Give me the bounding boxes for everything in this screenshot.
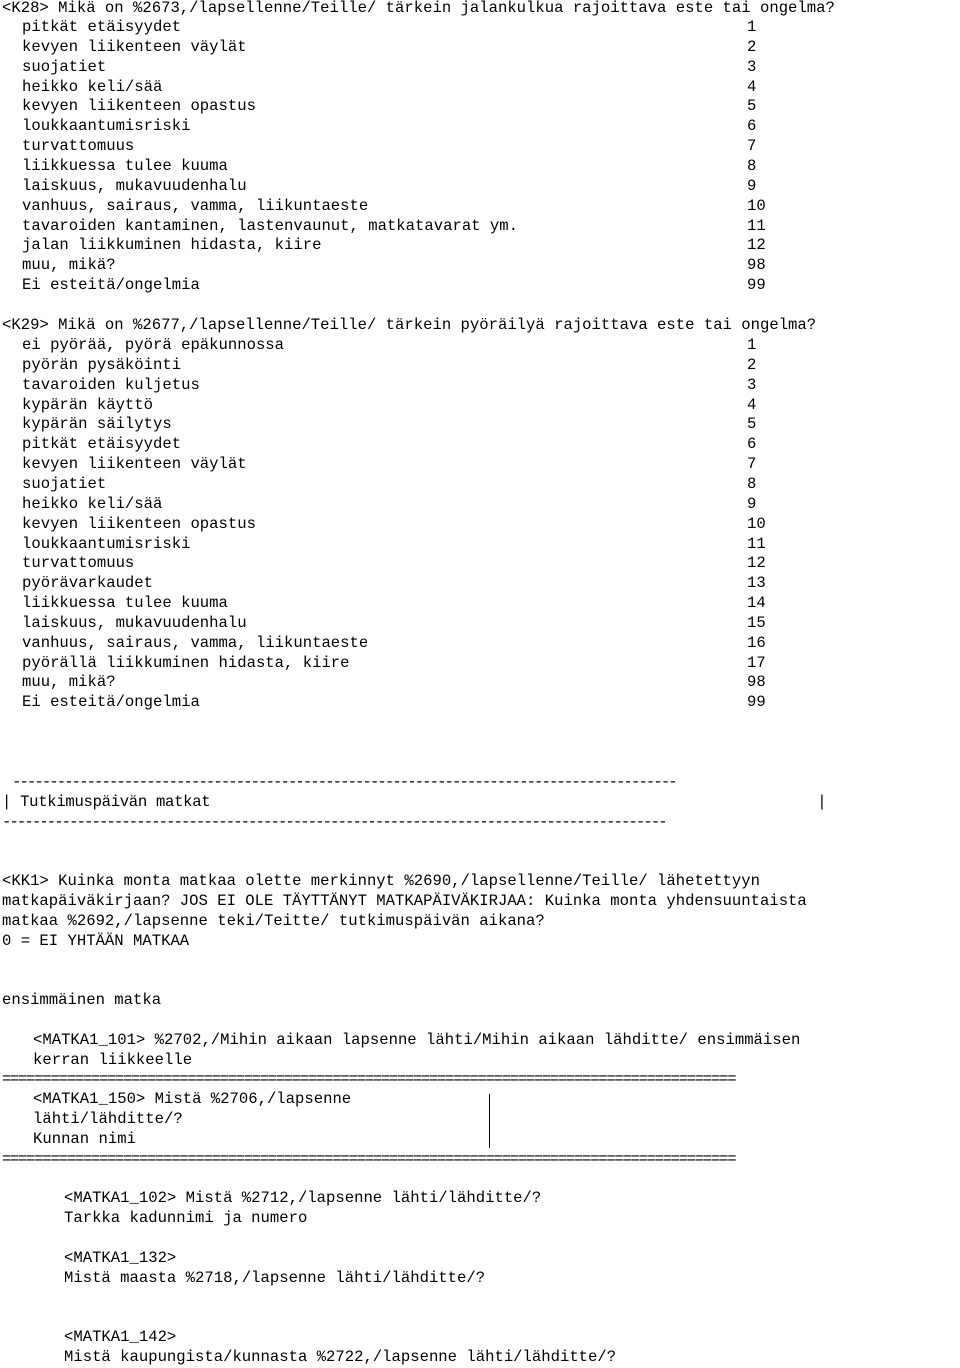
option-code: 6 — [747, 117, 757, 136]
double-rule-bottom: =========================================================================================== — [2, 1150, 736, 1168]
matka1-142-line2: Mistä kaupungista/kunnasta %2722,/lapsenne lähti/lähditte/? — [64, 1348, 617, 1366]
option-code: 10 — [747, 196, 766, 215]
option-label: laiskuus, mukavuudenhalu — [22, 176, 247, 195]
option-label: suojatiet — [22, 57, 107, 76]
option-code: 3 — [747, 57, 757, 76]
option-code: 7 — [747, 455, 757, 474]
option-code: 9 — [747, 494, 757, 513]
option-code: 4 — [747, 77, 757, 96]
option-code: 6 — [747, 435, 757, 454]
option-code: 17 — [747, 653, 766, 672]
option-code: 2 — [747, 355, 757, 374]
option-label: laiskuus, mukavuudenhalu — [22, 613, 247, 632]
option-label: heikko keli/sää — [22, 494, 163, 513]
option-label: tavaroiden kantaminen, lastenvaunut, matkatavarat ym. — [22, 216, 518, 235]
option-code: 11 — [747, 534, 766, 553]
option-code: 99 — [747, 693, 766, 712]
matka1-101-line1: <MATKA1_101> %2702,/Mihin aikaan lapsenne lähti/Mihin aikaan lähditte/ ensimmäisen — [33, 1031, 801, 1049]
matka1-150-line1: <MATKA1_150> Mistä %2706,/lapsenne — [33, 1090, 352, 1108]
option-label: loukkaantumisriski — [22, 534, 191, 553]
option-label: pyörävarkaudet — [22, 574, 154, 593]
option-code: 11 — [747, 216, 766, 235]
option-label: loukkaantumisriski — [22, 117, 191, 136]
matka1-101-line2: kerran liikkeelle — [33, 1051, 193, 1069]
matka1-142-line1: <MATKA1_142> — [64, 1328, 177, 1346]
option-label: Ei esteitä/ongelmia — [22, 693, 200, 712]
option-label: kevyen liikenteen väylät — [22, 455, 247, 474]
option-label: liikkuessa tulee kuuma — [22, 156, 228, 175]
option-code: 12 — [747, 554, 766, 573]
option-code: 8 — [747, 474, 757, 493]
double-rule-top: =========================================================================================== — [2, 1070, 736, 1088]
option-code: 99 — [747, 276, 766, 295]
option-label: turvattomuus — [22, 137, 135, 156]
matka1-102-line1: <MATKA1_102> Mistä %2712,/lapsenne lähti/lähditte/? — [64, 1189, 542, 1207]
option-code: 5 — [747, 97, 757, 116]
first-trip-heading: ensimmäinen matka — [2, 991, 162, 1009]
option-code: 13 — [747, 574, 766, 593]
section-rule-bottom: ----------------------------------------------------------------------------------------- — [2, 813, 666, 831]
option-code: 1 — [747, 18, 757, 36]
kk1-question-line3: matkaa %2692,/lapsenne teki/Teitte/ tutkimuspäivän aikana? — [2, 912, 545, 930]
option-code: 2 — [747, 37, 757, 56]
option-code: 7 — [747, 137, 757, 156]
matka1-150-box-edge — [489, 1094, 490, 1148]
matka1-132-line2: Mistä maasta %2718,/lapsenne lähti/lähditte/? — [64, 1269, 486, 1287]
option-label: heikko keli/sää — [22, 77, 163, 96]
option-label: pitkät etäisyydet — [22, 435, 182, 454]
option-label: pyörällä liikkuminen hidasta, kiire — [22, 653, 350, 672]
option-code: 3 — [747, 375, 757, 394]
option-label: liikkuessa tulee kuuma — [22, 594, 228, 613]
option-code: 9 — [747, 176, 757, 195]
option-code: 12 — [747, 236, 766, 255]
matka1-150-line2: lähti/lähditte/? — [33, 1110, 183, 1128]
option-code: 5 — [747, 415, 757, 434]
option-label: kevyen liikenteen opastus — [22, 514, 256, 533]
matka1-150-line3: Kunnan nimi — [33, 1130, 136, 1148]
k28-question: <K28> Mikä on %2673,/lapsellenne/Teille/ tärkein jalankulkua rajoittava este tai ongelma? — [2, 0, 835, 17]
option-code: 10 — [747, 514, 766, 533]
k29-question: <K29> Mikä on %2677,/lapsellenne/Teille/ tärkein pyöräilyä rajoittava este tai ongelma? — [2, 316, 817, 334]
option-label: kevyen liikenteen opastus — [22, 97, 256, 116]
option-label: ei pyörää, pyörä epäkunnossa — [22, 336, 285, 354]
option-label: Ei esteitä/ongelmia — [22, 276, 200, 295]
option-code: 4 — [747, 395, 757, 414]
option-label: pitkät etäisyydet — [22, 18, 182, 36]
option-label: turvattomuus — [22, 554, 135, 573]
matka1-102-line2: Tarkka kadunnimi ja numero — [64, 1209, 308, 1227]
kk1-instruction: 0 = EI YHTÄÄN MATKAA — [2, 932, 190, 950]
option-label: vanhuus, sairaus, vamma, liikuntaeste — [22, 196, 369, 215]
option-label: vanhuus, sairaus, vamma, liikuntaeste — [22, 633, 369, 652]
section-rule-top: ----------------------------------------------------------------------------------------- — [12, 773, 676, 791]
option-label: pyörän pysäköinti — [22, 355, 182, 374]
option-label: tavaroiden kuljetus — [22, 375, 200, 394]
option-code: 15 — [747, 613, 766, 632]
option-code: 8 — [747, 156, 757, 175]
option-code: 98 — [747, 673, 766, 692]
option-label: kevyen liikenteen väylät — [22, 37, 247, 56]
option-code: 16 — [747, 633, 766, 652]
option-label: jalan liikkuminen hidasta, kiire — [22, 236, 322, 255]
section-title: | Tutkimuspäivän matkat | — [2, 793, 827, 811]
option-label: kypärän käyttö — [22, 395, 154, 414]
option-code: 14 — [747, 594, 766, 613]
option-label: suojatiet — [22, 474, 107, 493]
kk1-question-line2: matkapäiväkirjaan? JOS EI OLE TÄYTTÄNYT MATKAPÄIVÄKIRJAA: Kuinka monta yhdensuuntaista — [2, 892, 807, 910]
option-label: muu, mikä? — [22, 673, 116, 692]
option-code: 1 — [747, 336, 757, 354]
option-code: 98 — [747, 256, 766, 275]
kk1-question-line1: <KK1> Kuinka monta matkaa olette merkinnyt %2690,/lapsellenne/Teille/ lähetettyyn — [2, 872, 760, 890]
matka1-132-line1: <MATKA1_132> — [64, 1249, 177, 1267]
option-label: muu, mikä? — [22, 256, 116, 275]
option-label: kypärän säilytys — [22, 415, 172, 434]
